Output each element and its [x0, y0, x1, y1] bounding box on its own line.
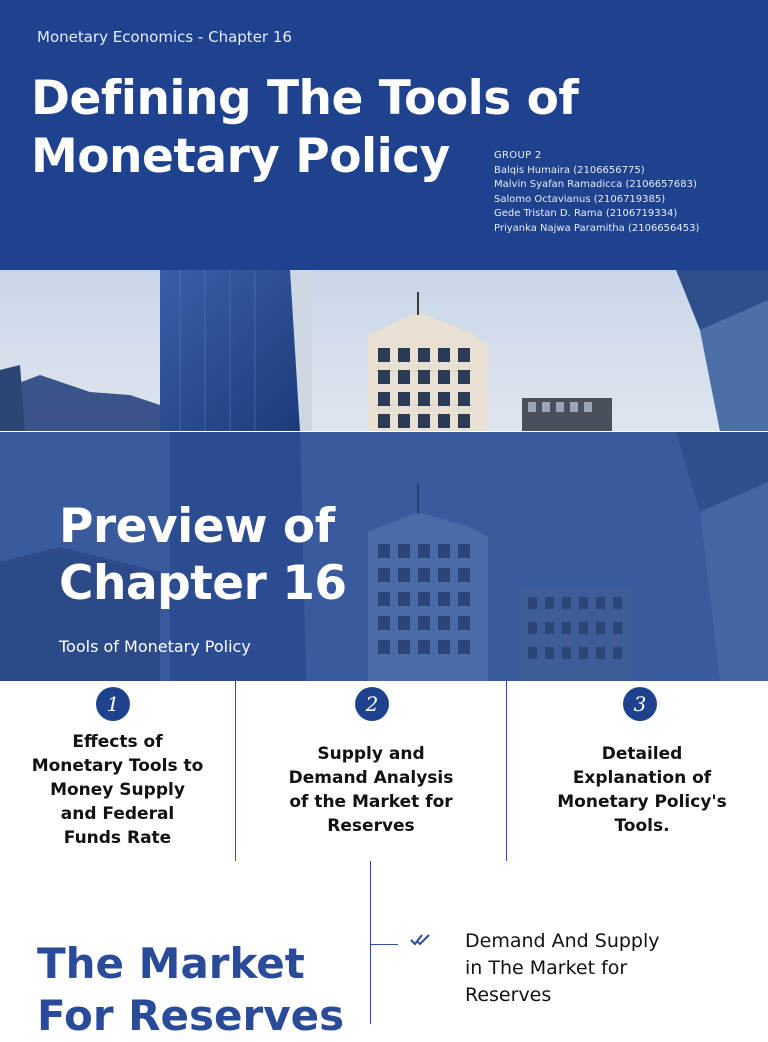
group-members [494, 149, 699, 237]
point-2 [236, 681, 506, 861]
point-1-line: Effects of [72, 732, 163, 752]
market-item-line: Reserves [465, 984, 552, 1006]
point-2-text [236, 742, 506, 838]
preview-title [59, 498, 347, 612]
chapter-points [0, 681, 768, 861]
point-1-line: and Federal [60, 804, 175, 824]
point-2-line: Reserves [327, 816, 415, 836]
preview-title-line-1: Preview of [59, 499, 335, 554]
title-line-1: Defining The Tools of [31, 71, 579, 126]
point-1-text [0, 730, 235, 850]
market-section-title [37, 938, 357, 1042]
market-connector [370, 944, 398, 945]
market-title-line-2: For Reserves [37, 991, 345, 1040]
member-3: Salomo Octavianus (2106719385) [494, 193, 666, 205]
preview-title-line-2: Chapter 16 [59, 556, 347, 611]
point-1 [0, 681, 235, 861]
market-title-line-1: The Market [37, 939, 305, 988]
market-item-line: in The Market for [465, 957, 628, 979]
member-5: Priyanka Najwa Paramitha (2106656453) [494, 222, 700, 234]
skyline-photo-illustration [0, 270, 768, 431]
point-3-text [507, 742, 768, 838]
member-1: Balqis Humaira (2106656775) [494, 164, 645, 176]
market-item [465, 928, 725, 1009]
member-4: Gede Tristan D. Rama (2106719334) [494, 208, 678, 220]
preview-subtitle: Tools of Monetary Policy [59, 637, 251, 656]
course-label: Monetary Economics - Chapter 16 [37, 28, 292, 46]
number-badge-3: 3 [623, 687, 657, 721]
point-1-line: Monetary Tools to [31, 756, 204, 776]
member-2: Malvin Syafan Ramadicca (2106657683) [494, 179, 697, 191]
point-3 [507, 681, 768, 861]
point-3-line: Monetary Policy's [557, 792, 727, 812]
preview-section [0, 432, 768, 681]
title-line-2: Monetary Policy [31, 129, 450, 184]
point-2-line: Demand Analysis [288, 768, 454, 788]
point-3-line: Tools. [614, 816, 670, 836]
number-badge-2: 2 [355, 687, 389, 721]
group-label: GROUP 2 [494, 150, 542, 161]
point-2-line: of the Market for [289, 792, 453, 812]
skyline-photo [0, 270, 768, 431]
market-item-line: Demand And Supply [465, 930, 660, 952]
market-divider [370, 861, 371, 1024]
point-2-line: Supply and [317, 744, 425, 764]
double-check-icon [410, 932, 432, 951]
point-1-line: Funds Rate [63, 828, 172, 848]
number-badge-1: 1 [96, 687, 130, 721]
point-3-line: Detailed [601, 744, 683, 764]
point-3-line: Explanation of [572, 768, 712, 788]
point-1-line: Money Supply [50, 780, 185, 800]
title-banner [0, 0, 768, 270]
